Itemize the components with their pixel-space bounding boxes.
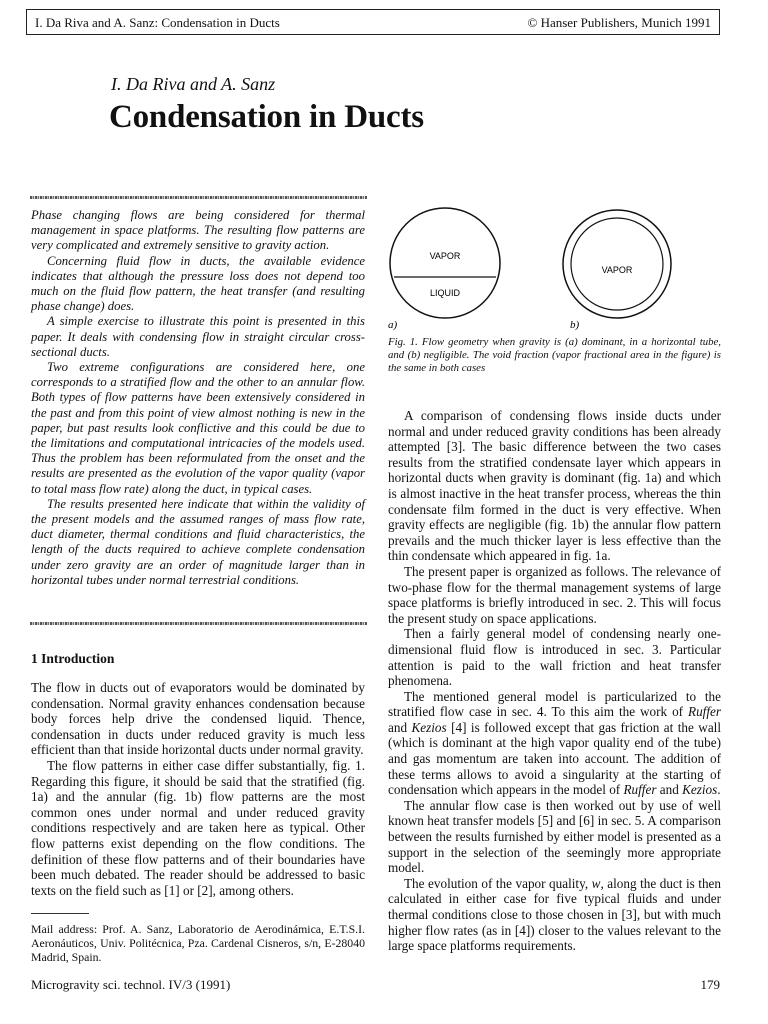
author-name: Ruffer — [688, 704, 721, 720]
text-run: The evolution of the vapor quality, — [404, 875, 592, 891]
text-run: and — [388, 719, 412, 735]
figure-1-caption: Fig. 1. Flow geometry when gravity is (a) dominant, in a horizontal tube, and (b) negligible. The void fraction (vapor fractional area in the figure) is the same in both cases — [388, 336, 721, 374]
running-header-right: © Hanser Publishers, Munich 1991 — [527, 15, 711, 30]
body-paragraph: Then a fairly general model of condensing nearly one-dimensional fluid flow is introduced in sec. 3. Particular attention is paid to the wall friction and heat transfer phenomena. — [388, 626, 721, 689]
abstract-top-rule — [30, 196, 367, 199]
abstract-paragraph: Concerning fluid flow in ducts, the available evidence indicates that although the pressure loss does not depend too much on the fluid flow pattern, the heat transfer (and resulting phase change) does. — [31, 253, 365, 314]
running-header — [26, 9, 720, 35]
running-header-left: I. Da Riva and A. Sanz: Condensation in Ducts — [35, 15, 280, 30]
text-run: The mentioned general model is particularized to the stratified flow case in sec. 4. To this aim the work of — [388, 688, 721, 720]
abstract-paragraph: Two extreme configurations are considered here, one corresponds to a stratified flow and the other to an annular flow. Both types of flow patterns have been extensively considered in the past and from this point of view almost nothing is new in the paper, but past results look conflictive and this could be due to the limitations and computational intricacies of the models used. Thus the problem has been reformulated from the onset and the results are presented as the evolution of the vapor quality (vapor to total mass flow rate) along the duct, in typical cases. — [31, 360, 365, 496]
text-run: [4] is followed except that gas friction at the wall (which is dominant at the high vapor quality end of the tube) and gas momentum are taken into account. The addition of these terms allows to avoid a singularity at the starting of condensation which appears in the model of — [388, 719, 721, 798]
abstract-paragraph: A simple exercise to illustrate this point is presented in this paper. It deals with condensing flow in straight circular cross-sectional ducts. — [31, 314, 365, 359]
section-heading-introduction: 1 Introduction — [31, 651, 115, 666]
vapor-label-a: VAPOR — [429, 251, 461, 261]
subfigure-label-a: a) — [388, 319, 398, 331]
footnote-rule — [31, 913, 89, 914]
duct-wall-b-inner — [571, 218, 663, 310]
author-name: Ruffer — [623, 782, 657, 798]
body-paragraph: The flow in ducts out of evaporators would be dominated by condensation. Normal gravity enhances condensation because body forces help drive the condensed liquid. Thence, condensation in ducts under reduced gravity is much less efficient than that inside horizontal ducts under normal gravity. — [31, 680, 365, 758]
journal-citation: Microgravity sci. technol. IV/3 (1991) — [31, 977, 231, 992]
body-paragraph: The present paper is organized as follows. The relevance of two-phase flow for the thermal management systems of large space platforms is briefly introduced in sec. 2. This will focus the present study on space applications. — [388, 563, 721, 626]
liquid-label: LIQUID — [429, 288, 461, 298]
figure-1b-duct — [563, 210, 671, 318]
author-name: Kezios — [411, 719, 447, 735]
abstract — [31, 208, 365, 588]
author-name: Kezios — [682, 782, 718, 798]
abstract-bottom-rule — [30, 622, 367, 625]
body-paragraph: The flow patterns in either case differ substantially, fig. 1. Regarding this figure, it should be said that the stratified (fig. 1a) and the annular (fig. 1b) flow patterns are the most common ones under normal and under reduced gravity conditions respectively and are taken here as typical. Other flow patterns exist depending on the flow conditions. The definition of these flow patterns and of their boundaries have been much debated. The reader should be addressed to basic texts on the field such as [1] or [2], among others. — [31, 757, 365, 898]
text-run: . — [717, 782, 721, 798]
introduction-body — [31, 680, 365, 898]
page-number: 179 — [700, 977, 720, 992]
right-column-body — [388, 408, 721, 954]
duct-wall-a — [390, 208, 500, 318]
abstract-paragraph: The results presented here indicate that within the validity of the present models and the assumed ranges of mass flow rate, duct diameter, thermal conditions and fluid characteristics, the length of the ducts required to achieve complete condensation under zero gravity are an order of magnitude larger than in horizontal tubes under normal terrestrial conditions. — [31, 496, 365, 587]
body-paragraph: A comparison of condensing flows inside ducts under normal and under reduced gravity conditions has been already attempted [3]. The basic difference between the two cases results from the stratified condensate layer which appears in horizontal ducts when gravity is dominant (fig. 1a) and which is almost inactive in the heat transfer process, whereas the thin condensate film formed in the duct is very effective. When gravity effects are negligible (fig. 1b) the annular flow pattern prevails and the much thicker layer is less effective than the thin condensate which appeared in fig. 1a. — [388, 408, 721, 564]
text-run: , along the duct is then calculated in either case for five typical fluids and under thermal conditions close to those chosen in [3], but with much higher flow rates (as in [4]) closer to the values relevant to the large space platforms requirements. — [388, 875, 721, 954]
figure-1 — [388, 205, 721, 333]
body-paragraph — [388, 876, 721, 954]
subfigure-label-b: b) — [570, 319, 580, 331]
duct-wall-b-outer — [563, 210, 671, 318]
body-paragraph: The annular flow case is then worked out by use of well known heat transfer models [5] and [6] in sec. 5. A comparison between the results furnished by either model is presented as a support in the selection of the seemingly more appropriate model. — [388, 797, 721, 876]
symbol-w: w — [591, 875, 601, 891]
vapor-label-b: VAPOR — [601, 265, 633, 275]
authors: I. Da Riva and A. Sanz — [111, 74, 276, 94]
figure-1a-duct — [390, 208, 500, 318]
paper-title: Condensation in Ducts — [109, 99, 424, 135]
abstract-paragraph: Phase changing flows are being considered for thermal management in space platforms. The resulting flow patterns are very complicated and extremely sensitive to gravity action. — [31, 208, 365, 253]
text-run: and — [656, 782, 683, 798]
footnote-mail-address: Mail address: Prof. A. Sanz, Laboratorio de Aerodinámica, E.T.S.I. Aeronáuticos, Univ. Politécnica, Pza. Cardenal Cisneros, s/n, E-28040 Madrid, Spain. — [31, 922, 365, 964]
body-paragraph — [388, 689, 721, 798]
